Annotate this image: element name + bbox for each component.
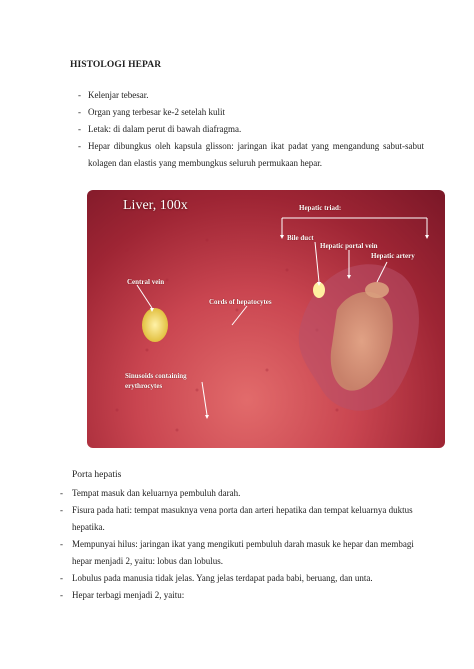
list-item: - Letak: di dalam perut di bawah diafragma. [78, 121, 424, 138]
list-item: - Hepar terbagi menjadi 2, yaitu: [60, 587, 430, 604]
list-item: - Lobulus pada manusia tidak jelas. Yang jelas terdapat pada babi, beruang, dan unta. [60, 570, 430, 587]
label-central-vein: Central vein [127, 278, 165, 286]
document-title: HISTOLOGI HEPAR [70, 60, 162, 70]
list-item: - Kelenjar tebesar. [78, 87, 424, 104]
label-hepatic-artery: Hepatic artery [371, 252, 415, 260]
figure-title: Liver, 100x [123, 198, 188, 213]
label-cords: Cords of hepatocytes [209, 298, 272, 306]
list-item: - Tempat masuk dan keluarnya pembuluh darah. [60, 485, 430, 502]
list-item: - Organ yang terbesar ke-2 setelah kulit [78, 104, 424, 121]
list-item: - Fisura pada hati: tempat masuknya vena porta dan arteri hepatika dan tempat keluarnya duktus hepatika. [60, 502, 430, 536]
micrograph-drawing [87, 190, 445, 448]
porta-hepatis-list [60, 485, 430, 604]
label-hepatic-triad: Hepatic triad: [299, 204, 342, 212]
label-hepatic-portal-vein: Hepatic portal vein [320, 242, 378, 250]
list-item: - Hepar dibungkus oleh kapsula glisson: jaringan ikat padat yang mengandung sabut-sabut kolagen dan elastis yang membungkus seluruh permukaan hepar. [78, 138, 424, 172]
liver-micrograph [87, 190, 445, 448]
label-bile-duct: Bile duct [287, 234, 314, 242]
intro-list [78, 87, 424, 172]
central-vein-shape [142, 308, 168, 342]
label-sinusoids-2: erythrocytes [125, 382, 163, 390]
section-heading: Porta hepatis [72, 470, 122, 480]
label-sinusoids-1: Sinusoids containing [125, 372, 187, 380]
list-item: - Mempunyai hilus: jaringan ikat yang mengikuti pembuluh darah masuk ke hepar dan membagi hepar menjadi 2, yaitu: lobus dan lobulus. [60, 536, 430, 570]
